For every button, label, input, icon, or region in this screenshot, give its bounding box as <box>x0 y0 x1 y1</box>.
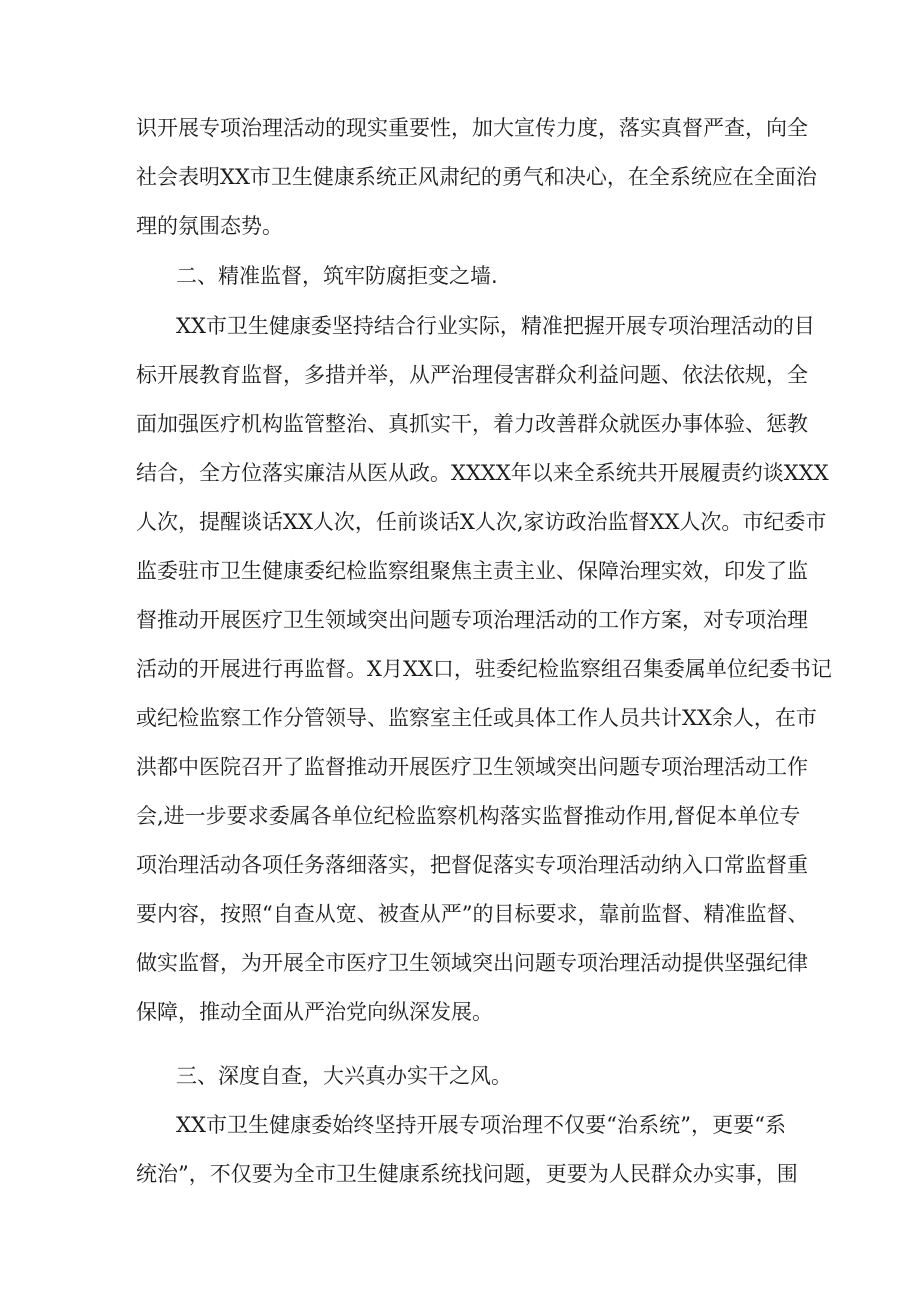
section-2-line-4: 结合，全方位落实廉洁从医从政。XXXX年以来全系统共开展履责约谈XXX <box>136 461 829 485</box>
section-2-line-5: 人次，提醒谈话XX人次，任前谈话X人次,家访政治监督XX人次。市纪委市 <box>136 510 827 534</box>
section-2-line-15: 保障，推动全面从严治党向纵深发展。 <box>136 1000 493 1024</box>
section-2-line-11: 会,进一步要求委属各单位纪检监察机构落实监督推动作用,督促本单位专 <box>136 804 801 828</box>
section-2-line-1: XX市卫生健康委坚持结合行业实际，精准把握开展专项治理活动的目 <box>176 314 815 338</box>
section-2-line-7: 督推动开展医疗卫生领域突出问题专项治理活动的工作方案，对专项治理 <box>136 608 808 632</box>
intro-line-3: 理的氛围态势。 <box>136 214 283 238</box>
section-2-line-10: 洪都中医院召开了监督推动开展医疗卫生领域突出问题专项治理活动工作 <box>136 755 808 779</box>
intro-line-1: 识开展专项治理活动的现实重要性，加大宣传力度，落实真督严查，向全 <box>136 116 808 140</box>
section-2-line-2: 标开展教育监督，多措并举，从严治理侵害群众利益问题、依法依规，全 <box>136 363 808 387</box>
section-2-line-14: 做实监督，为开展全市医疗卫生领域突出问题专项治理活动提供坚强纪律 <box>136 951 808 975</box>
section-2-line-8: 活动的开展进行再监督。X月XX口，驻委纪检监察组召集委属单位纪委书记 <box>136 657 832 681</box>
intro-line-2: 社会表明XX市卫生健康系统正风肃纪的勇气和决心，在全系统应在全面治 <box>136 165 817 189</box>
section-2-line-6: 监委驻市卫生健康委纪检监察组聚焦主责主业、保障治理实效，印发了监 <box>136 559 808 583</box>
section-3-line-2: 统治”，不仅要为全市卫生健康系统找问题，更要为人民群众办实事，围 <box>136 1162 798 1186</box>
section-2-line-3: 面加强医疗机构监管整治、真抓实干，着力改善群众就医办事体验、惩教 <box>136 412 808 436</box>
section-2-line-13: 要内容，按照“自查从宽、被查从严”的目标要求，靠前监督、精准监督、 <box>136 902 809 926</box>
section-3-line-1: XX市卫生健康委始终坚持开展专项治理不仅要“治系统”，更要“系 <box>176 1113 786 1137</box>
section-2-line-12: 项治理活动各项任务落细落实，把督促落实专项治理活动纳入口常监督重 <box>136 853 808 877</box>
section-3-heading: 三、深度自查，大兴真办实干之风。 <box>176 1064 512 1088</box>
section-2-heading: 二、精准监督，筑牢防腐拒变之墙. <box>176 264 498 288</box>
section-2-line-9: 或纪检监察工作分管领导、监察室主任或具体工作人员共计XX余人，在市 <box>136 706 817 730</box>
